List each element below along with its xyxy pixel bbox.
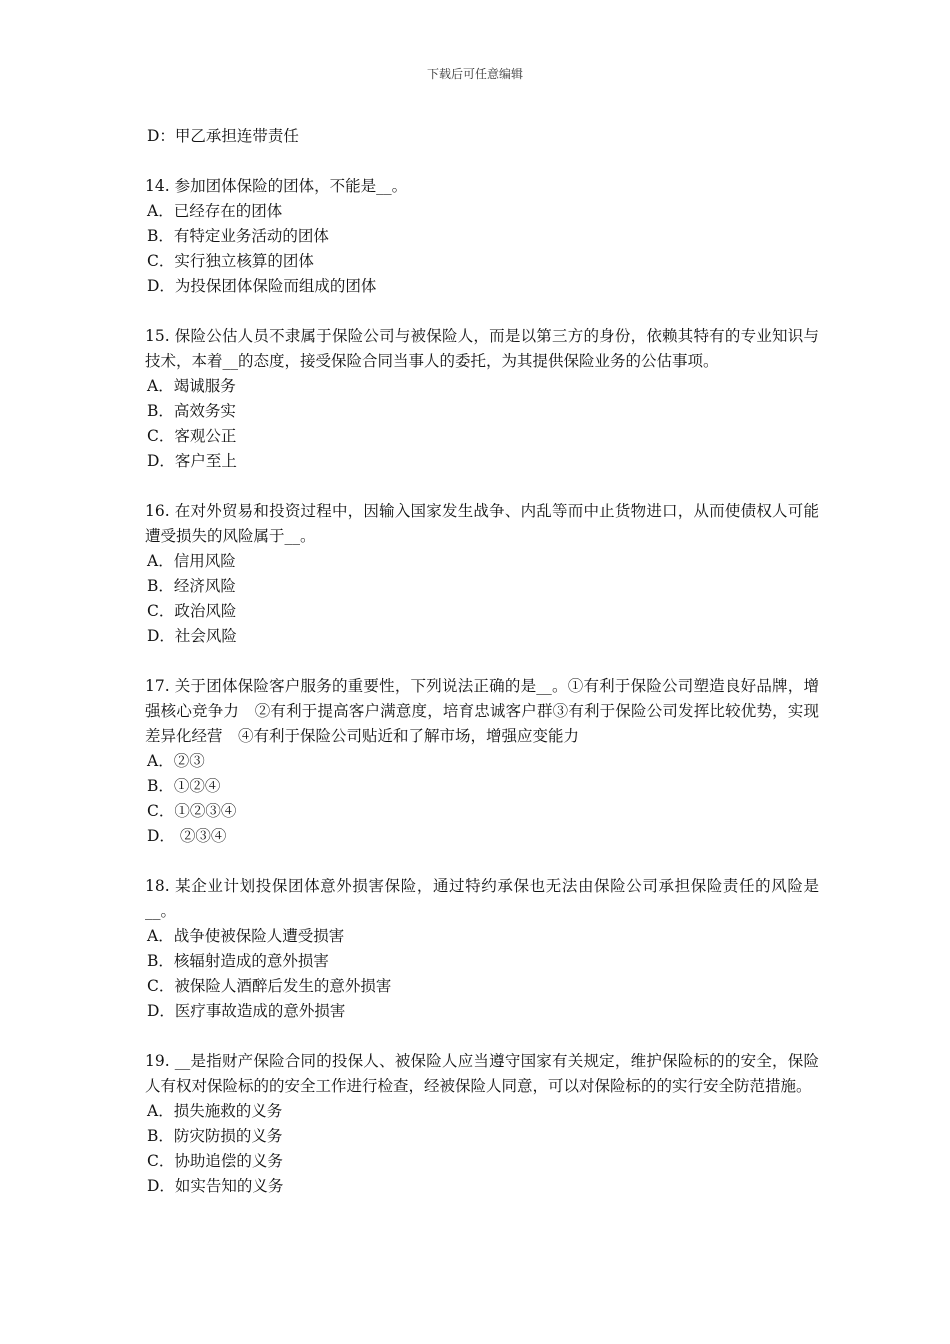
option-a: A．竭诚服务 [147, 377, 236, 395]
option-d: D．为投保团体保险而组成的团体 [147, 277, 377, 295]
option-c: C．被保险人酒醉后发生的意外损害 [147, 977, 392, 995]
question-16 [145, 499, 819, 649]
page-header: 下载后可任意编辑 [426, 67, 523, 81]
option-c: C．实行独立核算的团体 [147, 252, 314, 270]
option-c: C．协助追偿的义务 [147, 1152, 283, 1170]
question-15 [145, 324, 819, 474]
option-a: A．损失施救的义务 [147, 1102, 283, 1120]
option-d-previous-question: D：甲乙承担连带责任 [147, 127, 299, 145]
document-body [145, 124, 819, 1199]
question-17 [145, 674, 819, 849]
question-stem: 19. __是指财产保险合同的投保人、被保险人应当遵守国家有关规定，维护保险标的的安全，保险人有权对保险标的的安全工作进行检查，经被保险人同意，可以对保险标的的实行安全防范措施。 [145, 1052, 819, 1095]
question-14 [145, 174, 813, 299]
option-b: B．高效务实 [147, 402, 236, 420]
question-stem: 16. 在对外贸易和投资过程中，因输入国家发生战争、内乱等而中止货物进口，从而使债权人可能遭受损失的风险属于__。 [145, 502, 819, 545]
option-d: D．如实告知的义务 [147, 1177, 284, 1195]
option-c: C．政治风险 [147, 602, 237, 620]
option-d: D．客户至上 [147, 452, 237, 470]
option-a: A．已经存在的团体 [147, 202, 283, 220]
question-19 [145, 1049, 819, 1199]
question-stem: 14. 参加团体保险的团体，不能是__。 [145, 177, 408, 195]
question-stem: 15. 保险公估人员不隶属于保险公司与被保险人，而是以第三方的身份，依赖其特有的专业知识与技术，本着__的态度，接受保险合同当事人的委托，为其提供保险业务的公估事项。 [145, 327, 819, 370]
question-stem: 17. 关于团体保险客户服务的重要性，下列说法正确的是__。①有利于保险公司塑造良好品牌，增强核心竞争力 ②有利于提高客户满意度，培育忠诚客户群③有利于保险公司发挥比较优势，实现差异化经营 ④有利于保险公司贴近和了解市场，增强应变能力 [145, 677, 819, 745]
option-b: B．防灾防损的义务 [147, 1127, 283, 1145]
option-c: C．①②③④ [147, 802, 237, 820]
question-18 [145, 874, 819, 1024]
option-b: B．①②④ [147, 777, 221, 795]
option-c: C．客观公正 [147, 427, 237, 445]
option-b: B．核辐射造成的意外损害 [147, 952, 329, 970]
option-a: A．战争使被保险人遭受损害 [147, 927, 345, 945]
option-d: D．医疗事故造成的意外损害 [147, 1002, 346, 1020]
option-a: A．信用风险 [147, 552, 236, 570]
option-d: D．社会风险 [147, 627, 237, 645]
option-b: B．有特定业务活动的团体 [147, 227, 329, 245]
question-stem: 18. 某企业计划投保团体意外损害保险，通过特约承保也无法由保险公司承担保险责任的风险是__。 [145, 877, 819, 920]
option-d: D． ②③④ [147, 827, 227, 845]
option-b: B．经济风险 [147, 577, 236, 595]
option-a: A．②③ [147, 752, 205, 770]
